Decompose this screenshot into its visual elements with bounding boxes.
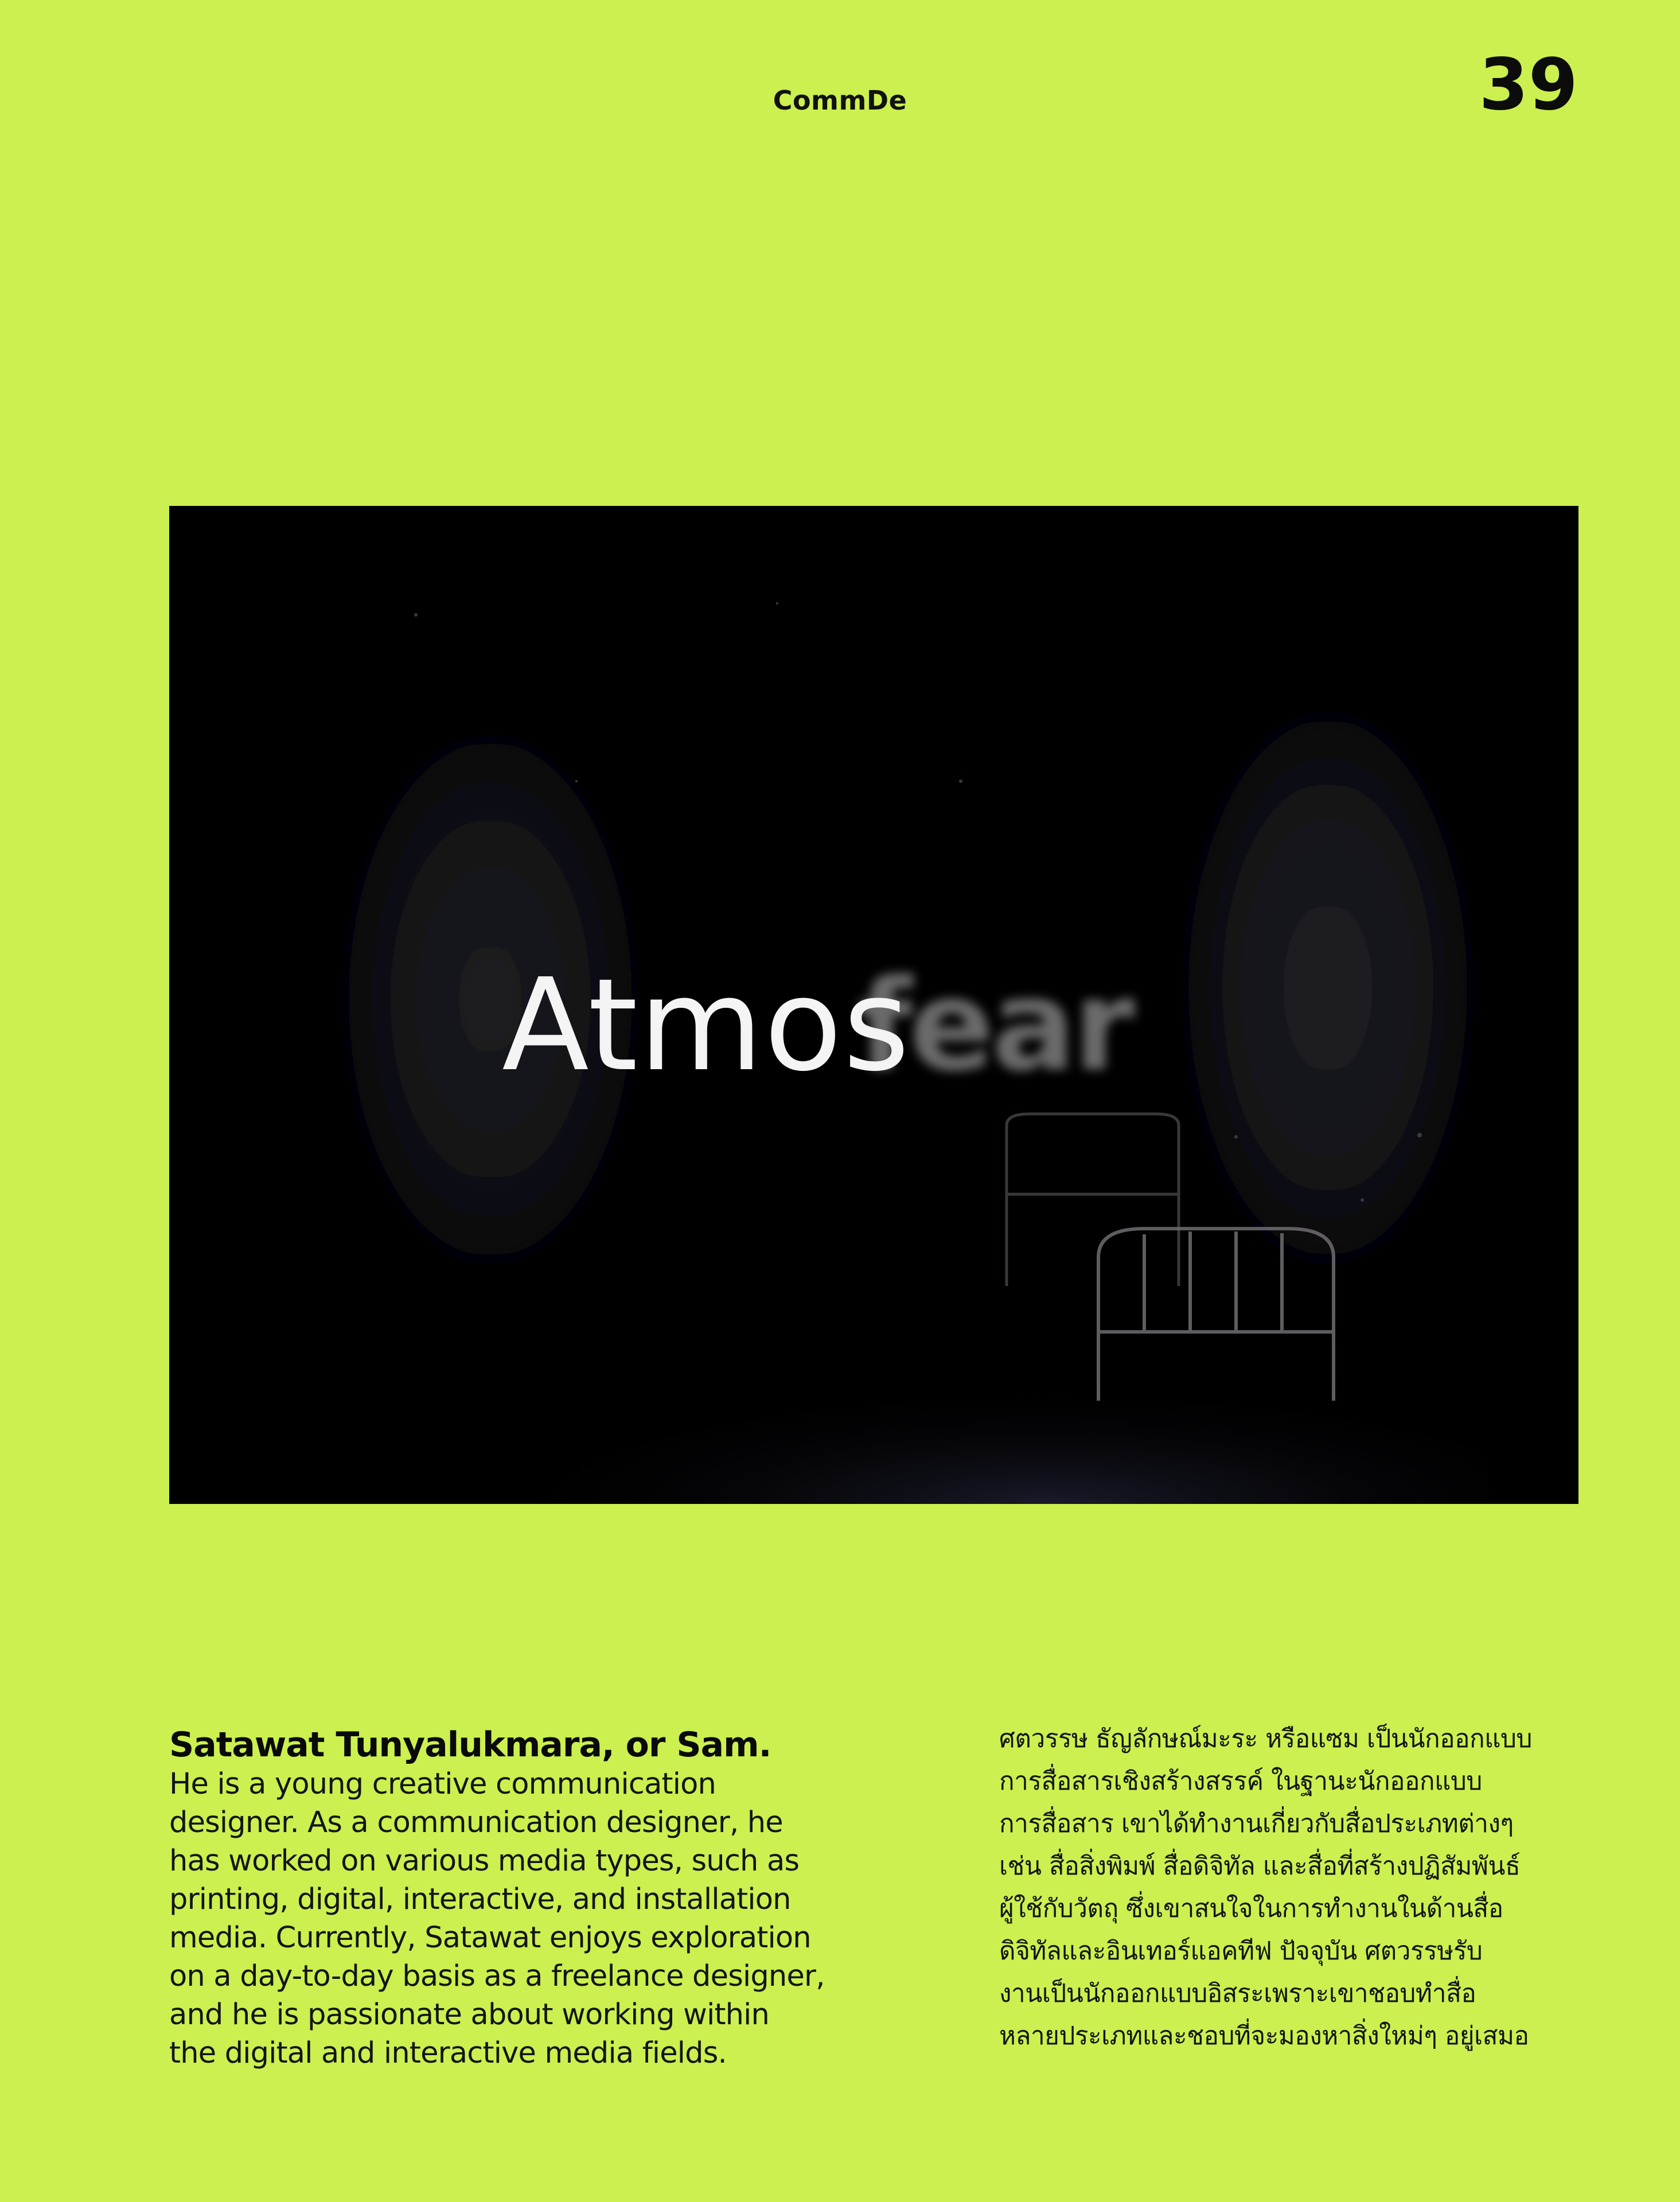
bio-th-line: ผู้ใช้กับวัตถุ ซึ่งเขาสนใจในการทำงานในด้านสื่อ — [999, 1894, 1503, 1923]
bio-en-line: on a day-to-day basis as a freelance designer, — [169, 1959, 825, 1993]
bio-english — [169, 1725, 857, 2072]
bio-en-line: media. Currently, Satawat enjoys exploration — [169, 1921, 811, 1955]
designer-name: Satawat Tunyalukmara, or Sam. — [169, 1725, 771, 1765]
bio-en-line: has worked on various media types, such as — [169, 1844, 800, 1878]
hero-image — [169, 506, 1578, 1504]
bio-en-line: the digital and interactive media fields. — [169, 2036, 727, 2070]
bio-th-line: การสื่อสารเชิงสร้างสรรค์ ในฐานะนักออกแบบ — [999, 1767, 1482, 1796]
bio-en-line: and he is passionate about working within — [169, 1998, 770, 2032]
bio-th-line: งานเป็นนักออกแบบอิสระเพราะเขาชอบทำสื่อ — [999, 1979, 1476, 2008]
hero-title-sharp: Atmos — [502, 952, 911, 1100]
bio-en-line: designer. As a communication designer, he — [169, 1806, 783, 1839]
bio-th-line: หลายประเภทและชอบที่จะมองหาสิ่งใหม่ๆ อยู่เสมอ — [999, 2021, 1529, 2051]
hero-title-blurred: fear — [857, 952, 1132, 1099]
bio-en-line: He is a young creative communication — [169, 1767, 716, 1801]
bio-en-line: printing, digital, interactive, and installation — [169, 1883, 791, 1916]
bio-th-line: การสื่อสาร เขาได้ทำงานเกี่ยวกับสื่อประเภทต่างๆ — [999, 1809, 1514, 1838]
bio-th-line: ดิจิทัลและอินเทอร์แอคทีฟ ปัจจุบัน ศตวรรษรับ — [999, 1936, 1483, 1966]
hero-scene-illustration — [169, 506, 1578, 1504]
bio-thai — [999, 1718, 1578, 2057]
page-number: 39 — [1479, 44, 1578, 126]
bio-th-line: ศตวรรษ ธัญลักษณ์มะระ หรือแซม เป็นนักออกแบบ — [999, 1724, 1532, 1753]
running-title: CommDe — [773, 85, 907, 116]
bio-th-line: เช่น สื่อสิ่งพิมพ์ สื่อดิจิทัล และสื่อที่สร้างปฏิสัมพันธ์ — [999, 1852, 1521, 1881]
